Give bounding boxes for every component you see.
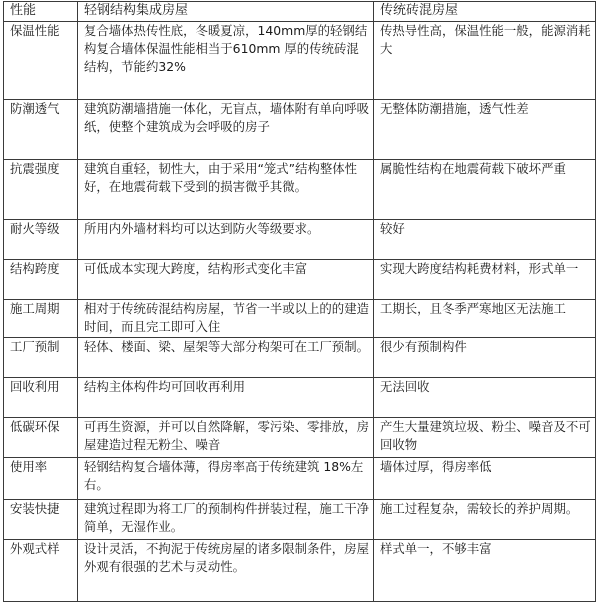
comparison-table [3, 1, 596, 602]
comparison-table-body [4, 2, 596, 602]
steel-cell: 结构主体构件均可回收再利用 [78, 378, 374, 418]
brick-cell: 墙体过厚，得房率低 [374, 458, 596, 500]
table-row [4, 458, 596, 500]
table-row [4, 220, 596, 260]
brick-cell: 施工过程复杂，需较长的养护周期。 [374, 500, 596, 540]
table-row [4, 260, 596, 300]
brick-cell: 实现大跨度结构耗费材料，形式单一 [374, 260, 596, 300]
table-header-row [4, 2, 596, 22]
brick-cell: 样式单一，不够丰富 [374, 540, 596, 602]
table-row [4, 540, 596, 602]
table-row [4, 378, 596, 418]
aspect-cell: 抗震强度 [4, 160, 78, 220]
brick-cell: 很少有预制构件 [374, 338, 596, 378]
header-brick-house: 传统砖混房屋 [374, 2, 596, 22]
table-row [4, 300, 596, 338]
brick-cell: 无法回收 [374, 378, 596, 418]
aspect-cell: 结构跨度 [4, 260, 78, 300]
brick-cell: 属脆性结构在地震荷载下破坏严重 [374, 160, 596, 220]
table-row [4, 338, 596, 378]
aspect-cell: 使用率 [4, 458, 78, 500]
brick-cell: 无整体防潮措施，透气性差 [374, 100, 596, 160]
steel-cell: 可再生资源，并可以自然降解，零污染、零排放，房屋建造过程无粉尘、噪音 [78, 418, 374, 458]
table-row [4, 160, 596, 220]
header-aspect: 性能 [4, 2, 78, 22]
steel-cell: 可低成本实现大跨度，结构形式变化丰富 [78, 260, 374, 300]
steel-cell: 设计灵活，不拘泥于传统房屋的诸多限制条件，房屋外观有很强的艺术与灵动性。 [78, 540, 374, 602]
steel-cell: 复合墙体热传性底，冬暖夏凉，140mm厚的轻钢结构复合墙体保温性能相当于610mm 厚的传统砖混结构，节能约32% [78, 22, 374, 100]
aspect-cell: 施工周期 [4, 300, 78, 338]
table-row [4, 500, 596, 540]
aspect-cell: 工厂预制 [4, 338, 78, 378]
brick-cell: 较好 [374, 220, 596, 260]
brick-cell: 传热导性高，保温性能一般，能源消耗大 [374, 22, 596, 100]
aspect-cell: 外观式样 [4, 540, 78, 602]
steel-cell: 建筑自重轻，韧性大，由于采用“笼式”结构整体性好，在地震荷载下受到的损害微乎其微。 [78, 160, 374, 220]
aspect-cell: 回收利用 [4, 378, 78, 418]
steel-cell: 建筑过程即为将工厂的预制构件拼装过程，施工干净简单，无湿作业。 [78, 500, 374, 540]
header-steel-house: 轻钢结构集成房屋 [78, 2, 374, 22]
aspect-cell: 保温性能 [4, 22, 78, 100]
steel-cell: 所用内外墙材料均可以达到防火等级要求。 [78, 220, 374, 260]
steel-cell: 相对于传统砖混结构房屋，节省一半或以上的的建造时间，而且完工即可入住 [78, 300, 374, 338]
steel-cell: 建筑防潮墙措施一体化，无盲点，墙体附有单向呼吸纸，使整个建筑成为会呼吸的房子 [78, 100, 374, 160]
table-row [4, 418, 596, 458]
aspect-cell: 低碳环保 [4, 418, 78, 458]
brick-cell: 工期长，且冬季严寒地区无法施工 [374, 300, 596, 338]
brick-cell: 产生大量建筑垃圾、粉尘、噪音及不可回收物 [374, 418, 596, 458]
aspect-cell: 安装快捷 [4, 500, 78, 540]
table-row [4, 22, 596, 100]
table-row [4, 100, 596, 160]
steel-cell: 轻体、楼面、梁、屋架等大部分构架可在工厂预制。 [78, 338, 374, 378]
aspect-cell: 耐火等级 [4, 220, 78, 260]
aspect-cell: 防潮透气 [4, 100, 78, 160]
steel-cell: 轻钢结构复合墙体薄，得房率高于传统建筑 18%左右。 [78, 458, 374, 500]
